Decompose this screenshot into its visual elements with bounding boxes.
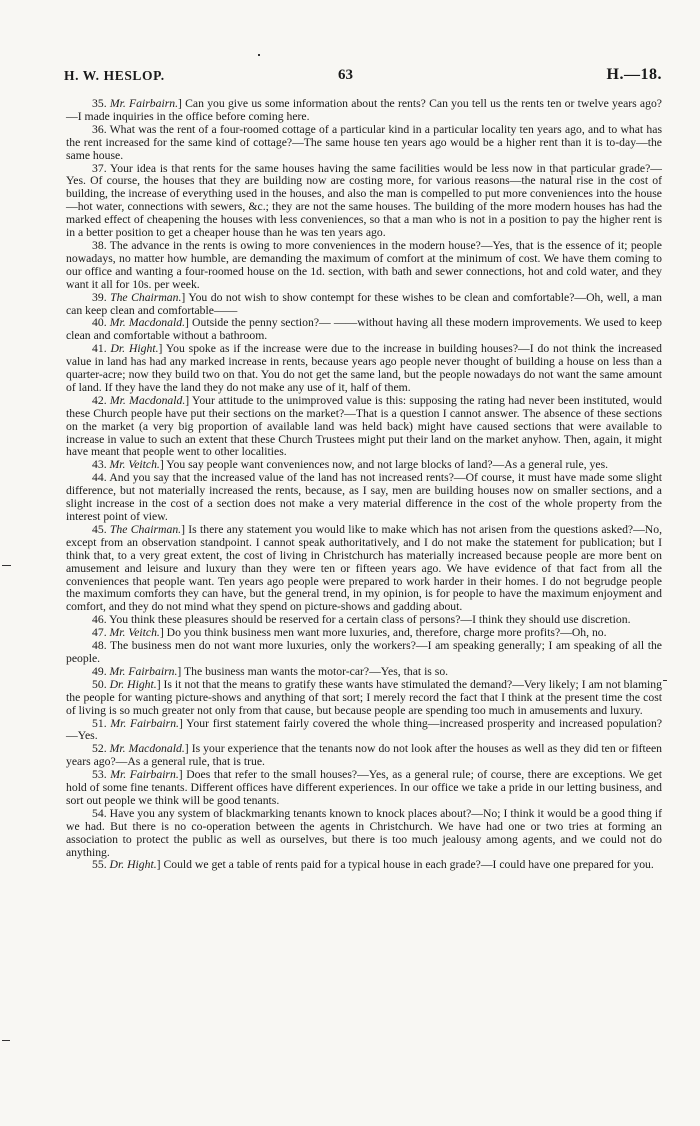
scan-dot-mark (258, 54, 260, 56)
paragraph-text: ] You spoke as if the increase were due to the increase in building houses?—I do not think the increased value in land has had any marked increase in rents, because years ago people never thought of building a house on less than a quarter-acre; now they build two on that. You do not get the same land, but the people nowadays do not want the same amount of land. If they have the land they do not make any use of it, half of them. (66, 342, 662, 394)
paragraph-text: The business men do not want more luxuries, only the workers?—I am speaking generally; I am speaking of all the people. (66, 639, 662, 665)
paragraph-text: ] Is there any statement you would like to make which has not arisen from the questions asked?—No, except from an observation standpoint. I cannot speak authoritatively, and I do not make the statement for publication; but I think that, to a very great extent, the cost of living in Christchurch has materially increased because people are more bent on amusement and leisure and luxury than they were ten or fifteen years ago. We have evidence of that fact from all the conveniences that people want. Ten years ago people were prepared to work harder in their homes. I do not begrudge people the maximum comforts they can have, but the general trend, in my opinion, is for people to have the maximum enjoyment and comfort, and they do not mind what they spend on picture-shows and gadding about. (66, 522, 663, 614)
testimony-body (66, 98, 662, 872)
paragraph-text: ] You say people want conveniences now, and not large blocks of land?—As a general rule, yes. (159, 458, 609, 472)
question-number: 43. (92, 458, 107, 472)
question-number: 42. (92, 393, 107, 407)
speaker-name: Mr. Fairbairn. (109, 664, 178, 678)
margin-mark-left (2, 565, 11, 566)
question-number: 55. (92, 858, 107, 872)
speaker-name: Mr. Veitch. (109, 626, 160, 640)
question-number: 49. (92, 664, 107, 678)
paragraph-text: ] Do you think business men want more luxuries, and, therefore, charge more profits?—Oh, no. (159, 626, 607, 640)
speaker-name: Mr. Veitch. (109, 458, 160, 472)
paragraph-text: ] Can you give us some information about the rents? Can you tell us the rents ten or twelve years ago?—I made inquiries in the office before coming here. (66, 97, 662, 123)
question-number: 50. (92, 677, 107, 691)
question-number: 41. (92, 342, 107, 356)
question-number: 47. (92, 626, 107, 640)
paragraph-text: ] The business man wants the motor-car?—Yes, that is so. (177, 664, 449, 678)
testimony-paragraph (66, 640, 662, 666)
paragraph-text: Have you any system of blackmarking tenants known to knock places about?—No; I think it would be a good thing if we had. But there is no co-operation between the agents in Christchurch. We have had one or two tries at forming an association to protect the public as well as ourselves, but there is too much jealousy among agents, and we could not do anything. (66, 806, 662, 859)
question-number: 52. (92, 742, 107, 756)
paragraph-text: And you say that the increased value of the land has not increased rents?—Of course, it must have made some slight difference, but not materially increased the rents, because, as I say, men are building houses now on smaller sections, and a slight increase in the cost of a section does not make a very material difference in the cost of the whole property from the interest point of view. (66, 471, 662, 523)
question-number: 37. (92, 161, 107, 175)
testimony-paragraph (66, 743, 662, 769)
question-number: 46. (92, 613, 107, 627)
paragraph-text: What was the rent of a four-roomed cottage of a particular kind in a particular locality ten years ago, and to what has the rent increased for the same kind of cottage?—The same house ten years ago would be a higher rent than it is to-day—the same house. (66, 122, 662, 162)
paragraph-text: ] Your first statement fairly covered the whole thing—increased prosperity and increased population?—Yes. (66, 716, 663, 743)
question-number: 40. (92, 316, 107, 330)
testimony-paragraph (66, 317, 662, 343)
speaker-name: Mr. Macdonald. (109, 316, 185, 330)
question-number: 36. (92, 122, 107, 136)
testimony-paragraph (66, 808, 662, 860)
testimony-paragraph (66, 124, 662, 163)
question-number: 53. (92, 768, 107, 782)
paragraph-text: ] You do not wish to show contempt for these wishes to be clean and comfortable?—Oh, well, a man can keep clean and comfortable—— (66, 290, 662, 317)
margin-mark-right (663, 680, 667, 681)
header-witness-name: H. W. HESLOP. (64, 68, 165, 83)
testimony-paragraph (66, 472, 662, 524)
document-reference: H.—18. (606, 66, 662, 83)
speaker-name: Mr. Macdonald. (109, 742, 185, 756)
question-number: 38. (92, 238, 107, 252)
speaker-name: Mr. Fairbairn. (109, 97, 179, 110)
paragraph-text: ] Does that refer to the small houses?—Yes, as a general rule; of course, there are exceptions. We get hold of some fine tenants. Different offices have different experiences. In our office we take a pride in our letting business, and sort out people we think will be good tenants. (66, 768, 663, 807)
speaker-name: Dr. Hight. (110, 342, 159, 356)
speaker-name: Mr. Fairbairn. (110, 716, 179, 730)
question-number: 51. (92, 716, 107, 730)
paragraph-text: ] Outside the penny section?— ——without having all these modern improvements. We used to keep clean and comfortable without a bathroom. (66, 316, 662, 343)
question-number: 54. (92, 806, 107, 820)
speaker-name: Mr. Fairbairn. (110, 768, 179, 782)
question-number: 48. (92, 639, 107, 653)
testimony-paragraph (66, 718, 662, 744)
paragraph-text: Your idea is that rents for the same houses having the same facilities would be less now in that particular grade?—Yes. Of course, the houses that they are building now are costing more, for various reasons—the natural rise in the cost of building, the increase of everything used in the houses, and also the man is compelled to put more conveniences into the house—hot water, connections with sewers, &c.; they are not the same houses. The building of the more modern houses has had the marked effect of cheapening the houses with less conveniences, so that a man who is not in a position to pay the higher rent is in a better position to get a cheaper house than he was ten years ago. (66, 161, 662, 240)
testimony-paragraph (66, 98, 662, 124)
speaker-name: Mr. Macdonald. (109, 393, 186, 407)
margin-mark-bottom (2, 1040, 10, 1041)
question-number: 35. (92, 97, 107, 110)
testimony-paragraph (66, 395, 662, 460)
question-number: 45. (92, 522, 107, 536)
speaker-name: Dr. Hight. (109, 858, 157, 872)
paragraph-text: ] Your attitude to the unimproved value is this: supposing the rating had never been instituted, would these Church people have put their sections on the market?—That is a question I cannot answer. The absence of these sections on the market (a very big proportion of available land was held back) might have caused sections that were available to increase in value to such an extent that these Church Trustees might put their land on the market anyhow. Then, again, it might have meant that people went to other localities. (66, 393, 663, 459)
testimony-paragraph (66, 163, 662, 240)
paragraph-text: You think these pleasures should be reserved for a certain class of persons?—I think they should use discretion. (109, 613, 631, 627)
testimony-paragraph (66, 859, 662, 872)
testimony-paragraph (66, 679, 662, 718)
testimony-paragraph (66, 524, 662, 614)
page-number: 63 (338, 67, 353, 83)
testimony-paragraph (66, 343, 662, 395)
question-number: 44. (92, 471, 107, 485)
speaker-name: The Chairman. (110, 290, 182, 304)
question-number: 39. (92, 290, 107, 304)
testimony-paragraph (66, 240, 662, 292)
speaker-name: The Chairman. (109, 522, 182, 536)
speaker-name: Dr. Hight. (109, 677, 157, 691)
paragraph-text: ] Is it not that the means to gratify these wants have stimulated the demand?—Very likely; I am not blaming the people for wanting picture-shows and anything of that sort; I merely record the fact that I think at the present time the cost of living is so much greater not only from that cause, but because people are spending too much in amusements and luxury. (66, 677, 662, 717)
testimony-paragraph (66, 769, 662, 808)
paragraph-text: ] Is your experience that the tenants now do not look after the houses as well as they did ten or fifteen years ago?—As a general rule, that is true. (66, 742, 662, 769)
paragraph-text: The advance in the rents is owing to more conveniences in the modern house?—Yes, that is the essence of it; people nowadays, no matter how humble, are demanding the maximum of comfort at the minimum of cost. We have them coming to our office and wanting a four-roomed house on the 1d. section, with bath and sewer connections, hot and cold water, and they want it all for 10s. per week. (66, 238, 662, 291)
paragraph-text: ] Could we get a table of rents paid for a typical house in each grade?—I could have one prepared for you. (156, 858, 654, 872)
testimony-paragraph (66, 292, 662, 318)
